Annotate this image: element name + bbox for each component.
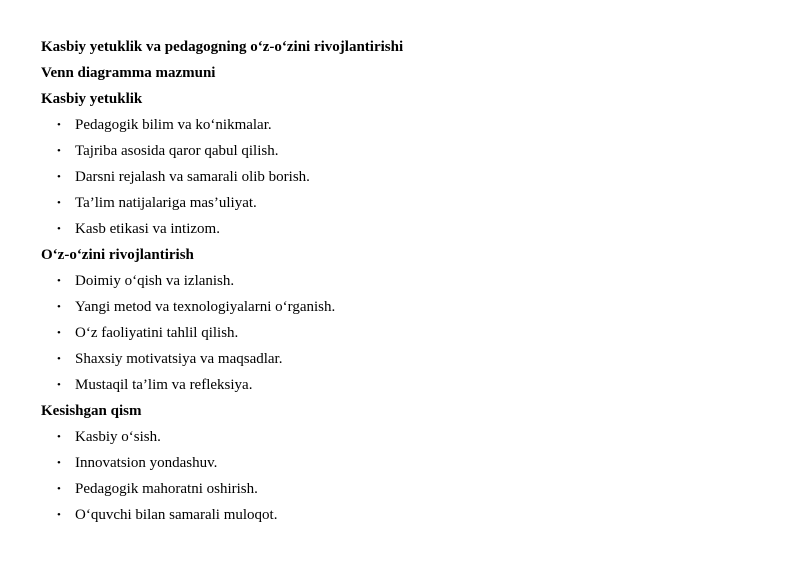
list-item xyxy=(41,450,761,476)
bullet-icon: • xyxy=(57,301,61,313)
list-item xyxy=(41,268,761,294)
list-item-text: Shaxsiy motivatsiya va maqsadlar. xyxy=(75,351,283,367)
list-item xyxy=(41,190,761,216)
list-item xyxy=(41,112,761,138)
section-heading: Kesishgan qism xyxy=(41,403,142,419)
section-kasbiy-yetuklik xyxy=(41,86,761,242)
list-item-text: Tajriba asosida qaror qabul qilish. xyxy=(75,143,279,159)
list-item xyxy=(41,372,761,398)
list-item-text: Yangi metod va texnologiyalarni o‘rganish. xyxy=(75,299,336,315)
bullet-icon: • xyxy=(57,275,61,287)
list-item xyxy=(41,424,761,450)
bullet-icon: • xyxy=(57,171,61,183)
list-item-text: Innovatsion yondashuv. xyxy=(75,455,218,471)
list-item xyxy=(41,164,761,190)
list-item-text: Ta’lim natijalariga mas’uliyat. xyxy=(75,195,257,211)
bullet-icon: • xyxy=(57,483,61,495)
bullet-icon: • xyxy=(57,379,61,391)
bullet-icon: • xyxy=(57,327,61,339)
list-item-text: O‘z faoliyatini tahlil qilish. xyxy=(75,325,239,341)
document-subtitle: Venn diagramma mazmuni xyxy=(41,65,216,81)
list-item xyxy=(41,216,761,242)
list-item xyxy=(41,346,761,372)
bullet-list xyxy=(41,268,761,398)
bullet-icon: • xyxy=(57,197,61,209)
list-item-text: Mustaqil ta’lim va refleksiya. xyxy=(75,377,253,393)
bullet-icon: • xyxy=(57,353,61,365)
document-page xyxy=(41,34,761,528)
list-item xyxy=(41,320,761,346)
section-kesishgan-qism xyxy=(41,398,761,528)
list-item xyxy=(41,294,761,320)
list-item-text: Darsni rejalash va samarali olib borish. xyxy=(75,169,310,185)
section-oz-ozini-rivojlantirish xyxy=(41,242,761,398)
section-heading: O‘z-o‘zini rivojlantirish xyxy=(41,247,194,263)
list-item-text: Kasb etikasi va intizom. xyxy=(75,221,220,237)
list-item-text: O‘quvchi bilan samarali muloqot. xyxy=(75,507,278,523)
bullet-list xyxy=(41,424,761,528)
document-title: Kasbiy yetuklik va pedagogning o‘z-o‘zini rivojlantirishi xyxy=(41,39,404,55)
bullet-icon: • xyxy=(57,457,61,469)
bullet-icon: • xyxy=(57,431,61,443)
list-item xyxy=(41,476,761,502)
bullet-list xyxy=(41,112,761,242)
section-heading: Kasbiy yetuklik xyxy=(41,91,143,107)
list-item-text: Kasbiy o‘sish. xyxy=(75,429,161,445)
list-item-text: Doimiy o‘qish va izlanish. xyxy=(75,273,235,289)
bullet-icon: • xyxy=(57,119,61,131)
list-item xyxy=(41,138,761,164)
list-item-text: Pedagogik mahoratni oshirish. xyxy=(75,481,258,497)
bullet-icon: • xyxy=(57,145,61,157)
bullet-icon: • xyxy=(57,509,61,521)
list-item-text: Pedagogik bilim va ko‘nikmalar. xyxy=(75,117,272,133)
bullet-icon: • xyxy=(57,223,61,235)
list-item xyxy=(41,502,761,528)
